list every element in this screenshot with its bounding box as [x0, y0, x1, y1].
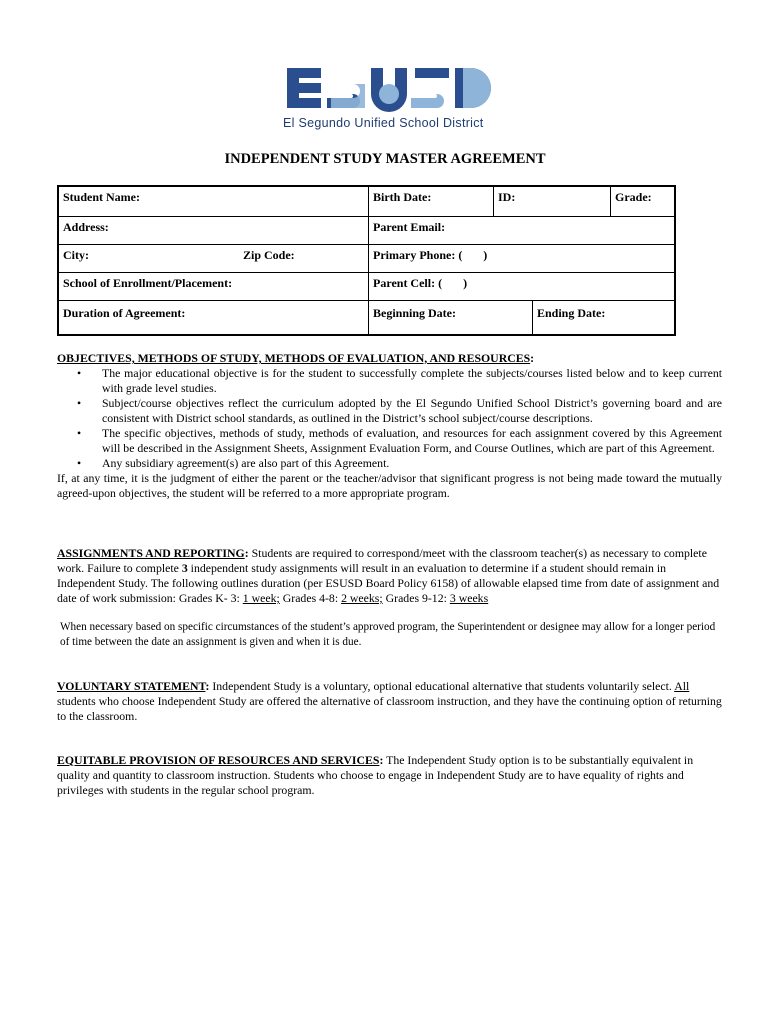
student-info-form: [57, 185, 676, 336]
duration-label: Duration of Agreement:: [63, 306, 186, 320]
assignments-note: When necessary based on specific circumstances of the student’s approved program, the Superintendent or designee may allow for a longer period of time between the date an assignment is given and when it is due.: [60, 621, 716, 648]
assignments-count: 3: [181, 561, 188, 575]
assignments-colon: :: [244, 546, 249, 560]
parent-cell-field[interactable]: [368, 273, 674, 300]
assignments-text-1: Students are required to correspond/meet with the classroom teacher(s) as necessary to complete work. Failure to complete: [57, 546, 707, 575]
objectives-heading: OBJECTIVES, METHODS OF STUDY, METHODS OF EVALUATION, AND RESOURCES: [57, 351, 531, 365]
objectives-heading-line: [57, 351, 722, 366]
list-item: • The specific objectives, methods of study, methods of evaluation, and resources for each assignment covered by this Agreement will be described in the Assignment Sheets, Assignment Evaluation Form, and Course Outlines, which are part of this Agreement.: [57, 426, 722, 456]
list-item: • The major educational objective is for the student to successfully complete the subjects/courses listed below and to keep current with grade level studies.: [57, 366, 722, 396]
address-label: Address:: [63, 220, 109, 234]
student-name-field[interactable]: [59, 187, 368, 216]
equitable-colon: :: [379, 753, 384, 767]
assignments-text-3: Grades 4-8:: [279, 591, 342, 605]
document-title: INDEPENDENT STUDY MASTER AGREEMENT: [224, 151, 546, 167]
assignments-text-2: independent study assignments will result in an evaluation to determine if a student should remain in Independent Study. The following outlines duration (per ESUSD Board Policy 6158) of allowable elapsed time from date of assignment and date of work submission: Grades K- 3:: [57, 561, 720, 605]
voluntary-heading: VOLUNTARY STATEMENT: [57, 679, 206, 693]
id-field[interactable]: [493, 187, 610, 216]
form-row-3: [59, 245, 674, 273]
objectives-paragraph: If, at any time, it is the judgment of either the parent or the teacher/advisor that significant progress is not being made toward the mutually agreed-upon objectives, the student will be referred to a more appropriate program.: [57, 471, 722, 500]
school-enrollment-label: School of Enrollment/Placement:: [63, 276, 233, 290]
form-row-1: [59, 187, 674, 217]
assignments-heading: ASSIGNMENTS AND REPORTING: [57, 546, 245, 560]
voluntary-all: All: [674, 679, 690, 693]
ending-date-label: Ending Date:: [537, 306, 606, 320]
equitable-section: [57, 753, 722, 798]
assignments-paragraph: [57, 546, 722, 606]
grades-9-12-duration: 3 weeks: [449, 591, 489, 605]
parent-cell-label: Parent Cell: ( ): [373, 276, 468, 290]
voluntary-text-1: Independent Study is a voluntary, optional educational alternative that students voluntarily select.: [209, 679, 675, 693]
primary-phone-field[interactable]: [368, 245, 674, 272]
parent-email-field[interactable]: [368, 217, 674, 244]
parent-email-label: Parent Email:: [373, 220, 446, 234]
voluntary-colon: :: [205, 679, 210, 693]
grades-k3-duration: 1 week;: [242, 591, 280, 605]
form-row-4: [59, 273, 674, 301]
voluntary-text-2: students who choose Independent Study are offered the alternative of classroom instruction, and they have the continuing option of returning to the classroom.: [57, 694, 722, 723]
beginning-date-label: Beginning Date:: [373, 306, 457, 320]
voluntary-section: [57, 679, 722, 724]
assignments-section: [57, 546, 722, 650]
zip-code-field[interactable]: [239, 245, 368, 272]
objectives-section: [57, 351, 722, 501]
equitable-paragraph: [57, 753, 722, 798]
birth-date-field[interactable]: [368, 187, 493, 216]
esusd-logo-mark: [283, 64, 493, 114]
grades-4-8-duration: 2 weeks;: [341, 591, 383, 605]
student-name-label: Student Name:: [63, 190, 140, 204]
grade-field[interactable]: [610, 187, 674, 216]
list-item: • Any subsidiary agreement(s) are also part of this Agreement.: [57, 456, 722, 471]
primary-phone-label: Primary Phone: ( ): [373, 248, 488, 262]
school-enrollment-field[interactable]: [59, 273, 368, 300]
list-item: • Subject/course objectives reflect the curriculum adopted by the El Segundo Unified School District’s governing board and are consistent with District school standards, as outlined in the District’s school subject/course descriptions.: [57, 396, 722, 426]
address-field[interactable]: [59, 217, 368, 244]
birth-date-label: Birth Date:: [373, 190, 432, 204]
city-label: City:: [63, 248, 89, 262]
duration-field[interactable]: [59, 301, 368, 334]
objectives-colon: :: [530, 351, 535, 365]
equitable-heading: EQUITABLE PROVISION OF RESOURCES AND SERVICES: [57, 753, 380, 767]
zip-code-label: Zip Code:: [243, 248, 295, 262]
assignments-text-4: Grades 9-12:: [382, 591, 450, 605]
objectives-list: [57, 366, 722, 471]
city-field[interactable]: [59, 245, 239, 272]
beginning-date-field[interactable]: [368, 301, 532, 334]
grade-label: Grade:: [615, 190, 652, 204]
ending-date-field[interactable]: [532, 301, 674, 334]
logo-district-name: El Segundo Unified School District: [283, 116, 484, 130]
equitable-text: The Independent Study option is to be substantially equivalent in quality and quantity to classroom instruction. Students who choose to engage in Independent Study are to have equality of rights and privileges with students in the regular school program.: [57, 753, 694, 797]
voluntary-paragraph: [57, 679, 722, 724]
form-row-5: [59, 301, 674, 334]
form-row-2: [59, 217, 674, 245]
id-label: ID:: [498, 190, 516, 204]
